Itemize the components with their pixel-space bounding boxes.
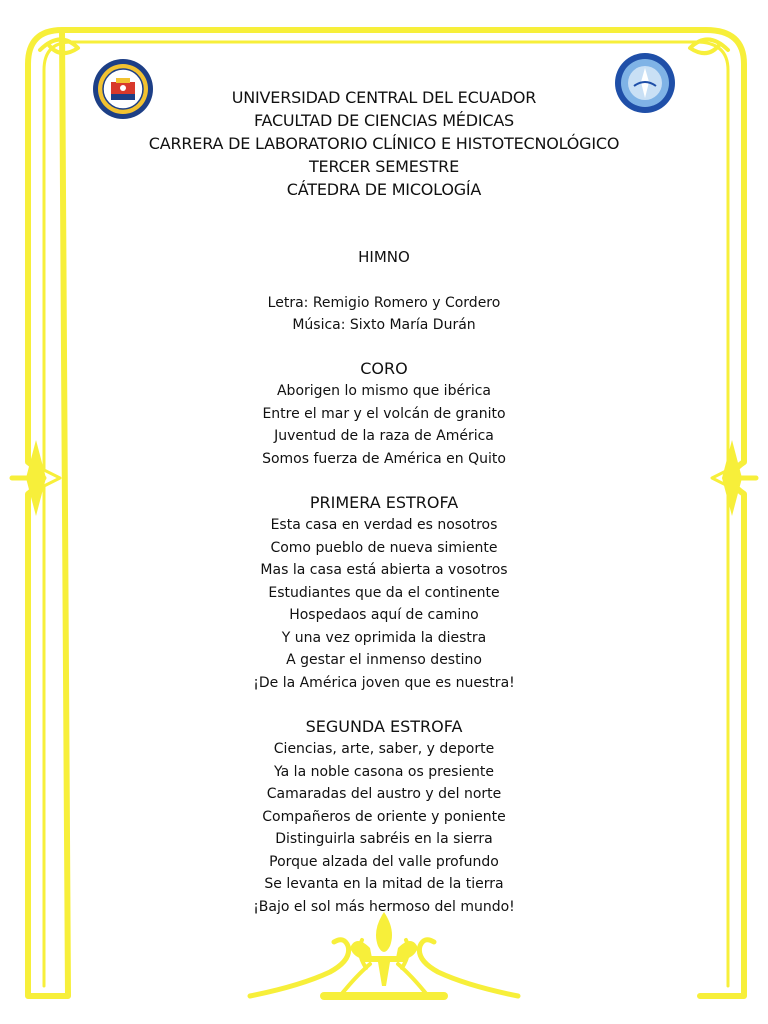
verse-line: Mas la casa está abierta a vosotros — [260, 562, 508, 578]
verse-line: Ciencias, arte, saber, y deporte — [273, 741, 495, 757]
section-title: CORO — [360, 359, 408, 378]
program-name: CARRERA DE LABORATORIO CLÍNICO E HISTOTECNOLÓGICO — [148, 134, 620, 153]
semester-name: TERCER SEMESTRE — [308, 157, 460, 176]
verse-line: ¡De la América joven que es nuestra! — [253, 674, 515, 691]
section-first-stanza — [100, 492, 668, 694]
section-title: PRIMERA ESTROFA — [309, 493, 459, 512]
verse-line: Compañeros de oriente y poniente — [262, 808, 506, 825]
verse-line: Juventud de la raza de América — [274, 428, 494, 444]
verse-line: Ya la noble casona os presiente — [274, 763, 494, 780]
course-name: CÁTEDRA DE MICOLOGÍA — [286, 180, 482, 199]
verse-line: Esta casa en verdad es nosotros — [270, 517, 498, 533]
lyrics-credit: Letra: Remigio Romero y Cordero — [267, 295, 501, 311]
anthem-sections — [100, 358, 668, 918]
university-name: UNIVERSIDAD CENTRAL DEL ECUADOR — [231, 88, 537, 107]
music-credit: Música: Sixto María Durán — [292, 317, 476, 333]
credits — [100, 292, 668, 336]
verse-line: Porque alzada del valle profundo — [269, 853, 499, 870]
verse-line: Somos fuerza de América en Quito — [262, 450, 506, 467]
verse-line: Estudiantes que da el continente — [268, 584, 500, 601]
verse-line: Distinguirla sabréis en la sierra — [275, 831, 493, 847]
verse-line: Aborigen lo mismo que ibérica — [276, 383, 491, 399]
verse-line: Y una vez oprimida la diestra — [281, 629, 487, 646]
institution-header — [100, 86, 668, 201]
section-chorus — [100, 358, 668, 470]
verse-line: Camaradas del austro y del norte — [266, 786, 502, 802]
verse-line: A gestar el inmenso destino — [286, 652, 482, 668]
faculty-name: FACULTAD DE CIENCIAS MÉDICAS — [253, 111, 515, 130]
section-title: SEGUNDA ESTROFA — [305, 717, 463, 736]
anthem-title: HIMNO — [358, 248, 410, 266]
verse-line: Entre el mar y el volcán de granito — [262, 405, 506, 422]
verse-line: Como pueblo de nueva simiente — [270, 539, 498, 556]
verse-line: Hospedaos aquí de camino — [289, 607, 479, 623]
verse-line: Se levanta en la mitad de la tierra — [264, 876, 504, 892]
document-body — [100, 86, 668, 918]
section-second-stanza — [100, 716, 668, 918]
verse-line: ¡Bajo el sol más hermoso del mundo! — [253, 898, 515, 915]
